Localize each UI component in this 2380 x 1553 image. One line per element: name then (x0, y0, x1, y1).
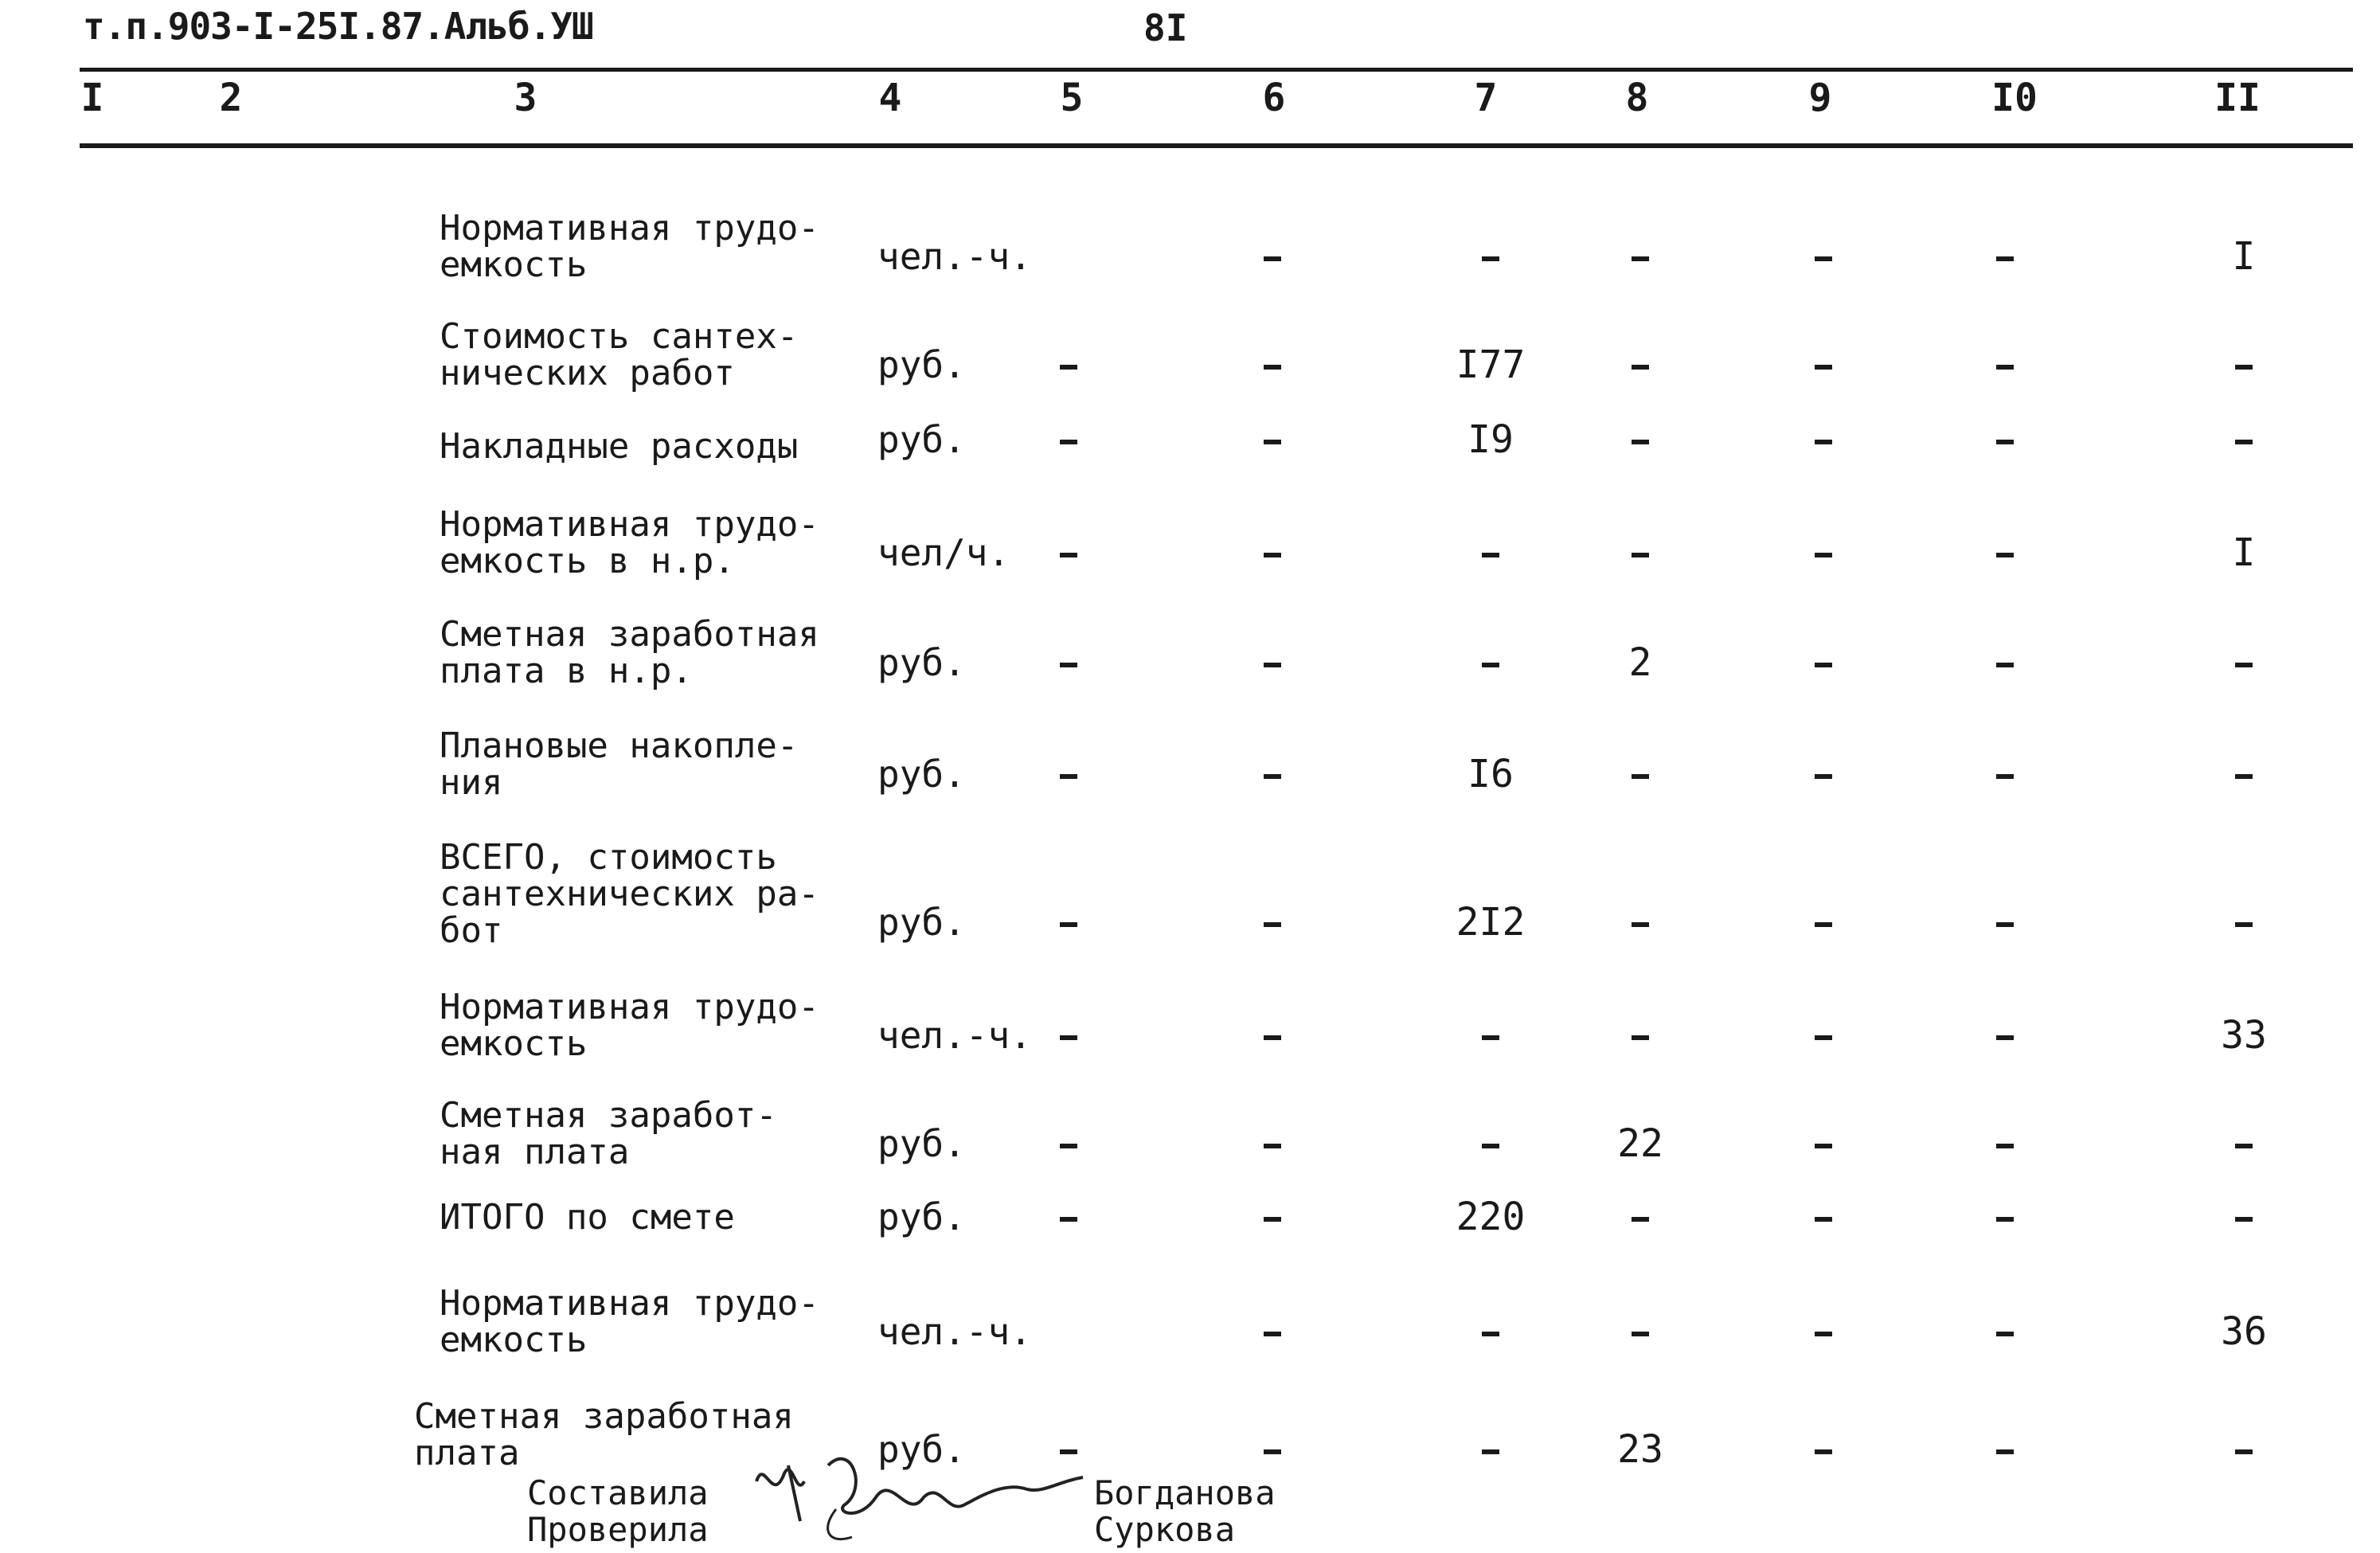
cell-c9 (1768, 533, 1879, 573)
dash-mark (1060, 365, 1077, 370)
cell-c7 (1435, 1015, 1546, 1055)
dash-mark (1996, 922, 2014, 927)
cell-c7 (1435, 1124, 1546, 1164)
cell-c9 (1768, 345, 1879, 385)
dash-mark (1264, 1217, 1281, 1222)
cell-c11 (2188, 1197, 2300, 1237)
cell-c7 (1435, 533, 1546, 573)
dash-mark (1996, 256, 2014, 261)
cell-c11 (2188, 1124, 2300, 1164)
dash-mark (1996, 774, 2014, 779)
cell-c8 (1585, 1015, 1696, 1055)
cell-c10 (1949, 1197, 2061, 1237)
cell-c6 (1217, 533, 1328, 573)
cell-c11 (2188, 1430, 2300, 1469)
dash-mark (1264, 663, 1281, 667)
cell-c7 (1435, 643, 1546, 683)
row-unit: руб. (877, 1122, 966, 1165)
row-label: Нормативная трудо- емкость в н.р. (440, 504, 819, 581)
row-label: ИТОГО по смете (440, 1197, 735, 1238)
dash-mark (1632, 440, 1649, 444)
cell-c5 (1013, 345, 1124, 385)
cell-c10 (1949, 1430, 2061, 1469)
cell-c7: I6 (1467, 752, 1514, 796)
dash-mark (1996, 1144, 2014, 1148)
dash-mark (1996, 553, 2014, 557)
cell-c11: I (2232, 234, 2256, 279)
dash-mark (1060, 1217, 1077, 1222)
column-number-4: 4 (878, 76, 902, 120)
cell-c8 (1585, 754, 1696, 794)
cell-c10 (1949, 1124, 2061, 1164)
cell-c10 (1949, 345, 2061, 385)
cell-c8 (1585, 1197, 1696, 1237)
dash-mark (1060, 440, 1077, 444)
cell-c8 (1585, 902, 1696, 942)
dash-mark (1264, 440, 1281, 444)
table-top-rule (80, 68, 2353, 72)
dash-mark (1482, 553, 1499, 557)
cell-c7: 220 (1456, 1195, 1526, 1239)
cell-c9 (1768, 754, 1879, 794)
dash-mark (1815, 365, 1832, 370)
row-label: Сметная заработная плата в н.р. (440, 614, 819, 691)
cell-c11 (2188, 420, 2300, 460)
dash-mark (1815, 1217, 1832, 1222)
row-unit: чел.-ч. (877, 1014, 1032, 1057)
dash-mark (1060, 553, 1077, 557)
cell-c10 (1949, 237, 2061, 276)
cell-c6 (1217, 237, 1328, 276)
cell-c6 (1217, 1124, 1328, 1164)
column-number-8: 8 (1625, 76, 1649, 120)
row-label: Сметная заработ- ная плата (440, 1095, 777, 1172)
document-code: т.п.903-I-25I.87.Альб.УШ (83, 5, 593, 48)
cell-c5 (1013, 1124, 1124, 1164)
cell-c5 (1013, 420, 1124, 460)
dash-mark (1482, 256, 1499, 261)
cell-c11 (2188, 754, 2300, 794)
cell-c10 (1949, 533, 2061, 573)
cell-c5 (1013, 1015, 1124, 1055)
cell-c5 (1013, 902, 1124, 942)
dash-mark (1996, 663, 2014, 667)
dash-mark (1264, 1449, 1281, 1454)
dash-mark (1815, 440, 1832, 444)
cell-c9 (1768, 420, 1879, 460)
dash-mark (2235, 440, 2253, 444)
dash-mark (2235, 365, 2253, 370)
row-label: Нормативная трудо- емкость (440, 1283, 819, 1360)
row-unit: руб. (877, 1428, 966, 1471)
dash-mark (1264, 553, 1281, 557)
dash-mark (1815, 1332, 1832, 1336)
cell-c10 (1949, 1015, 2061, 1055)
dash-mark (1482, 1035, 1499, 1040)
checked-by-label: Проверила (527, 1510, 709, 1549)
row-label: Стоимость сантех- нических работ (440, 316, 799, 393)
dash-mark (1996, 1217, 2014, 1222)
cell-c11 (2188, 902, 2300, 942)
cell-c6 (1217, 1312, 1328, 1352)
compiled-by-name: Богданова (1094, 1473, 1276, 1512)
dash-mark (1632, 774, 1649, 779)
cell-c6 (1217, 1015, 1328, 1055)
dash-mark (1815, 663, 1832, 667)
cell-c10 (1949, 902, 2061, 942)
cell-c11 (2188, 345, 2300, 385)
checked-by-name: Суркова (1094, 1510, 1236, 1549)
dash-mark (1264, 774, 1281, 779)
cell-c11 (2188, 643, 2300, 683)
dash-mark (1815, 1035, 1832, 1040)
cell-c9 (1768, 902, 1879, 942)
dash-mark (1996, 365, 2014, 370)
cell-c7 (1435, 1430, 1546, 1469)
dash-mark (1482, 1449, 1499, 1454)
dash-mark (1632, 922, 1649, 927)
dash-mark (1060, 1035, 1077, 1040)
cell-c8: 22 (1617, 1121, 1663, 1166)
column-number-3: 3 (514, 76, 537, 120)
dash-mark (2235, 1144, 2253, 1148)
row-label: Сметная заработная плата (414, 1396, 794, 1473)
dash-mark (1815, 922, 1832, 927)
cell-c7 (1435, 237, 1546, 276)
dash-mark (1264, 922, 1281, 927)
row-unit: чел.-ч. (877, 1310, 1032, 1353)
row-label: Плановые накопле- ния (440, 726, 799, 803)
dash-mark (2235, 663, 2253, 667)
cell-c11: I (2232, 530, 2256, 575)
column-number-5: 5 (1060, 76, 1084, 120)
dash-mark (1632, 1217, 1649, 1222)
dash-mark (1060, 774, 1077, 779)
dash-mark (1632, 1332, 1649, 1336)
dash-mark (1632, 553, 1649, 557)
cell-c6 (1217, 1197, 1328, 1237)
cell-c7: 2I2 (1456, 900, 1526, 945)
dash-mark (1264, 1144, 1281, 1148)
row-unit: руб. (877, 641, 966, 684)
dash-mark (2235, 1217, 2253, 1222)
cell-c8 (1585, 533, 1696, 573)
dash-mark (1632, 365, 1649, 370)
cell-c7: I9 (1467, 417, 1514, 462)
cell-c6 (1217, 1430, 1328, 1469)
column-number-9: 9 (1808, 76, 1832, 120)
cell-c6 (1217, 902, 1328, 942)
cell-c9 (1768, 1430, 1879, 1469)
cell-c9 (1768, 1312, 1879, 1352)
row-unit: чел.-ч. (877, 235, 1032, 278)
dash-mark (1264, 1035, 1281, 1040)
cell-c8 (1585, 345, 1696, 385)
cell-c6 (1217, 345, 1328, 385)
cell-c7: I77 (1456, 342, 1526, 387)
dash-mark (1632, 256, 1649, 261)
dash-mark (1996, 1035, 2014, 1040)
cell-c8: 23 (1617, 1427, 1663, 1472)
cell-c8 (1585, 237, 1696, 276)
row-unit: руб. (877, 901, 966, 944)
page-number: 8I (1143, 6, 1188, 49)
row-label: Нормативная трудо- емкость (440, 208, 819, 285)
dash-mark (1815, 774, 1832, 779)
cell-c7 (1435, 1312, 1546, 1352)
dash-mark (1060, 1144, 1077, 1148)
cell-c9 (1768, 1197, 1879, 1237)
dash-mark (1482, 1144, 1499, 1148)
dash-mark (1996, 1449, 2014, 1454)
cell-c8: 2 (1628, 640, 1652, 685)
column-number-2: 2 (219, 76, 243, 120)
cell-c9 (1768, 1124, 1879, 1164)
cell-c8 (1585, 420, 1696, 460)
row-label: Накладные расходы (440, 426, 799, 467)
cell-c5 (1013, 754, 1124, 794)
dash-mark (1815, 553, 1832, 557)
cell-c6 (1217, 754, 1328, 794)
cell-c5 (1013, 643, 1124, 683)
dash-mark (1264, 256, 1281, 261)
signatures-image (741, 1434, 1107, 1553)
cell-c10 (1949, 754, 2061, 794)
dash-mark (1264, 1332, 1281, 1336)
row-unit: руб. (877, 418, 966, 461)
cell-c8 (1585, 1312, 1696, 1352)
cell-c10 (1949, 1312, 2061, 1352)
cell-c10 (1949, 420, 2061, 460)
dash-mark (1632, 1035, 1649, 1040)
compiled-by-label: Составила (527, 1473, 709, 1512)
dash-mark (1060, 922, 1077, 927)
cell-c6 (1217, 420, 1328, 460)
column-number-10: I0 (1991, 76, 2038, 120)
dash-mark (1996, 1332, 2014, 1336)
cell-c5 (1013, 1197, 1124, 1237)
cell-c9 (1768, 237, 1879, 276)
dash-mark (2235, 1449, 2253, 1454)
cell-c10 (1949, 643, 2061, 683)
cell-c11: 33 (2221, 1013, 2267, 1058)
table-header-rule (80, 143, 2353, 148)
column-number-7: 7 (1474, 76, 1498, 120)
dash-mark (1264, 365, 1281, 370)
cell-c9 (1768, 643, 1879, 683)
dash-mark (1482, 1332, 1499, 1336)
cell-c6 (1217, 643, 1328, 683)
dash-mark (1060, 663, 1077, 667)
cell-c11: 36 (2221, 1309, 2267, 1354)
column-number-1: I (80, 76, 104, 120)
column-number-6: 6 (1262, 76, 1286, 120)
column-number-11: II (2214, 76, 2261, 120)
dash-mark (1815, 256, 1832, 261)
dash-mark (1482, 663, 1499, 667)
dash-mark (1815, 1144, 1832, 1148)
row-unit: руб. (877, 343, 966, 386)
cell-c5 (1013, 533, 1124, 573)
row-label: ВСЕГО, стоимость сантехнических ра- бот (440, 837, 819, 951)
dash-mark (2235, 774, 2253, 779)
dash-mark (1815, 1449, 1832, 1454)
dash-mark (1996, 440, 2014, 444)
cell-c9 (1768, 1015, 1879, 1055)
row-unit: чел/ч. (877, 531, 1010, 574)
row-label: Нормативная трудо- емкость (440, 987, 819, 1064)
row-unit: руб. (877, 1195, 966, 1238)
row-unit: руб. (877, 753, 966, 796)
dash-mark (2235, 922, 2253, 927)
